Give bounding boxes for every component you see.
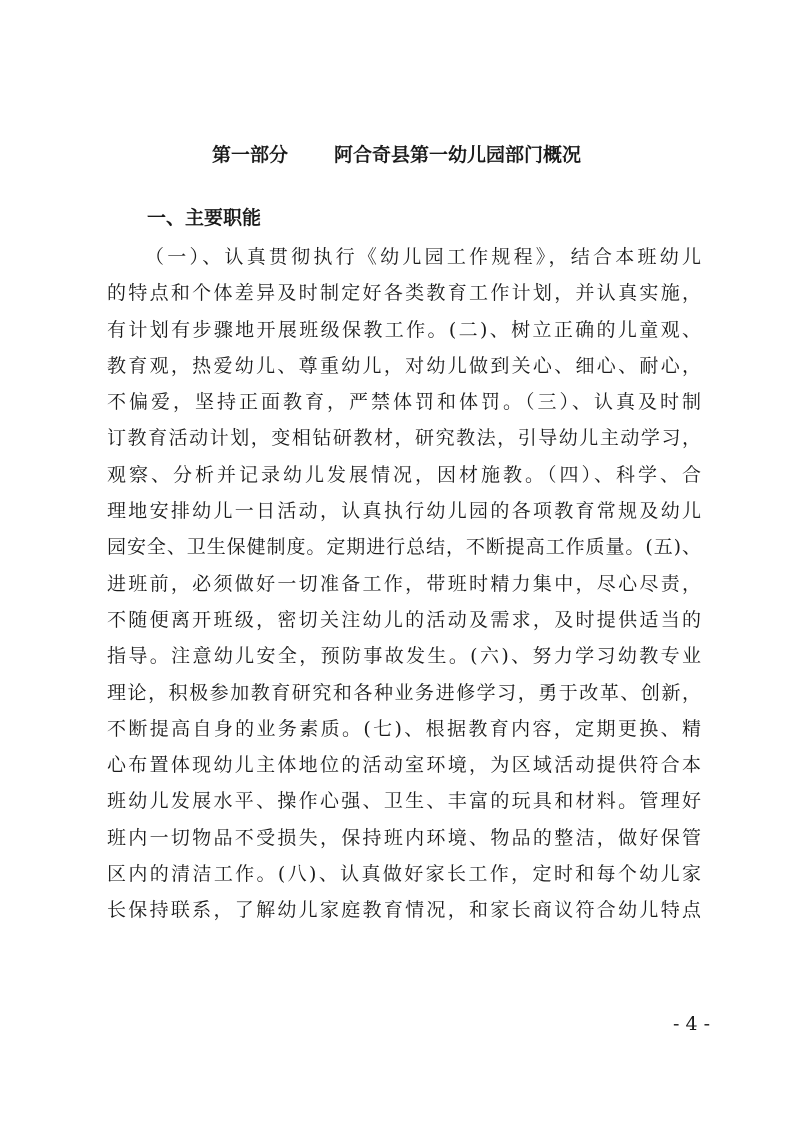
title-part: 第一部分 bbox=[211, 144, 288, 166]
section-heading: 一、主要职能 bbox=[147, 207, 262, 229]
title-name: 阿合奇县第一幼儿园部门概况 bbox=[334, 144, 582, 166]
body-line: 有计划有步骤地开展班级保教工作。(二)、树立正确的儿童观、 bbox=[107, 318, 701, 341]
body-line: 指导。注意幼儿安全，预防事故发生。(六)、努力学习幼教专业 bbox=[107, 645, 701, 668]
page-title bbox=[0, 140, 793, 170]
body-line: 不偏爱，坚持正面教育，严禁体罚和体罚。（三）、认真及时制 bbox=[107, 391, 701, 414]
body-line: 不断提高自身的业务素质。(七)、根据教育内容，定期更换、精 bbox=[107, 717, 701, 740]
page-number: - 4 - bbox=[672, 1013, 710, 1035]
body-line: 的特点和个体差异及时制定好各类教育工作计划，并认真实施， bbox=[107, 282, 701, 305]
body-line: （一）、认真贯彻执行《幼儿园工作规程》，结合本班幼儿 bbox=[145, 246, 701, 268]
body-line: 班幼儿发展水平、操作心强、卫生、丰富的玩具和材料。管理好 bbox=[107, 790, 701, 813]
body-line: 理论，积极参加教育研究和各种业务进修学习，勇于改革、创新， bbox=[107, 681, 701, 704]
body-line: 订教育活动计划，变相钻研教材，研究教法，引导幼儿主动学习， bbox=[107, 427, 701, 450]
body-text bbox=[107, 239, 701, 929]
body-line: 教育观，热爱幼儿、尊重幼儿，对幼儿做到关心、细心、耐心， bbox=[107, 354, 701, 377]
body-line: 区内的清洁工作。(八)、认真做好家长工作，定时和每个幼儿家 bbox=[107, 863, 701, 886]
body-line: 班内一切物品不受损失，保持班内环境、物品的整洁，做好保管 bbox=[107, 826, 701, 849]
body-line: 不随便离开班级，密切关注幼儿的活动及需求，及时提供适当的 bbox=[107, 608, 701, 631]
body-line: 园安全、卫生保健制度。定期进行总结，不断提高工作质量。(五)、 bbox=[107, 536, 701, 559]
body-line: 观察、分析并记录幼儿发展情况，因材施教。（四）、科学、合 bbox=[107, 463, 701, 486]
body-line: 进班前，必须做好一切准备工作，带班时精力集中，尽心尽责， bbox=[107, 572, 701, 595]
body-line: 心布置体现幼儿主体地位的活动室环境，为区域活动提供符合本 bbox=[107, 754, 701, 777]
body-line: 长保持联系，了解幼儿家庭教育情况，和家长商议符合幼儿特点 bbox=[107, 899, 701, 922]
body-line: 理地安排幼儿一日活动，认真执行幼儿园的各项教育常规及幼儿 bbox=[107, 500, 701, 523]
